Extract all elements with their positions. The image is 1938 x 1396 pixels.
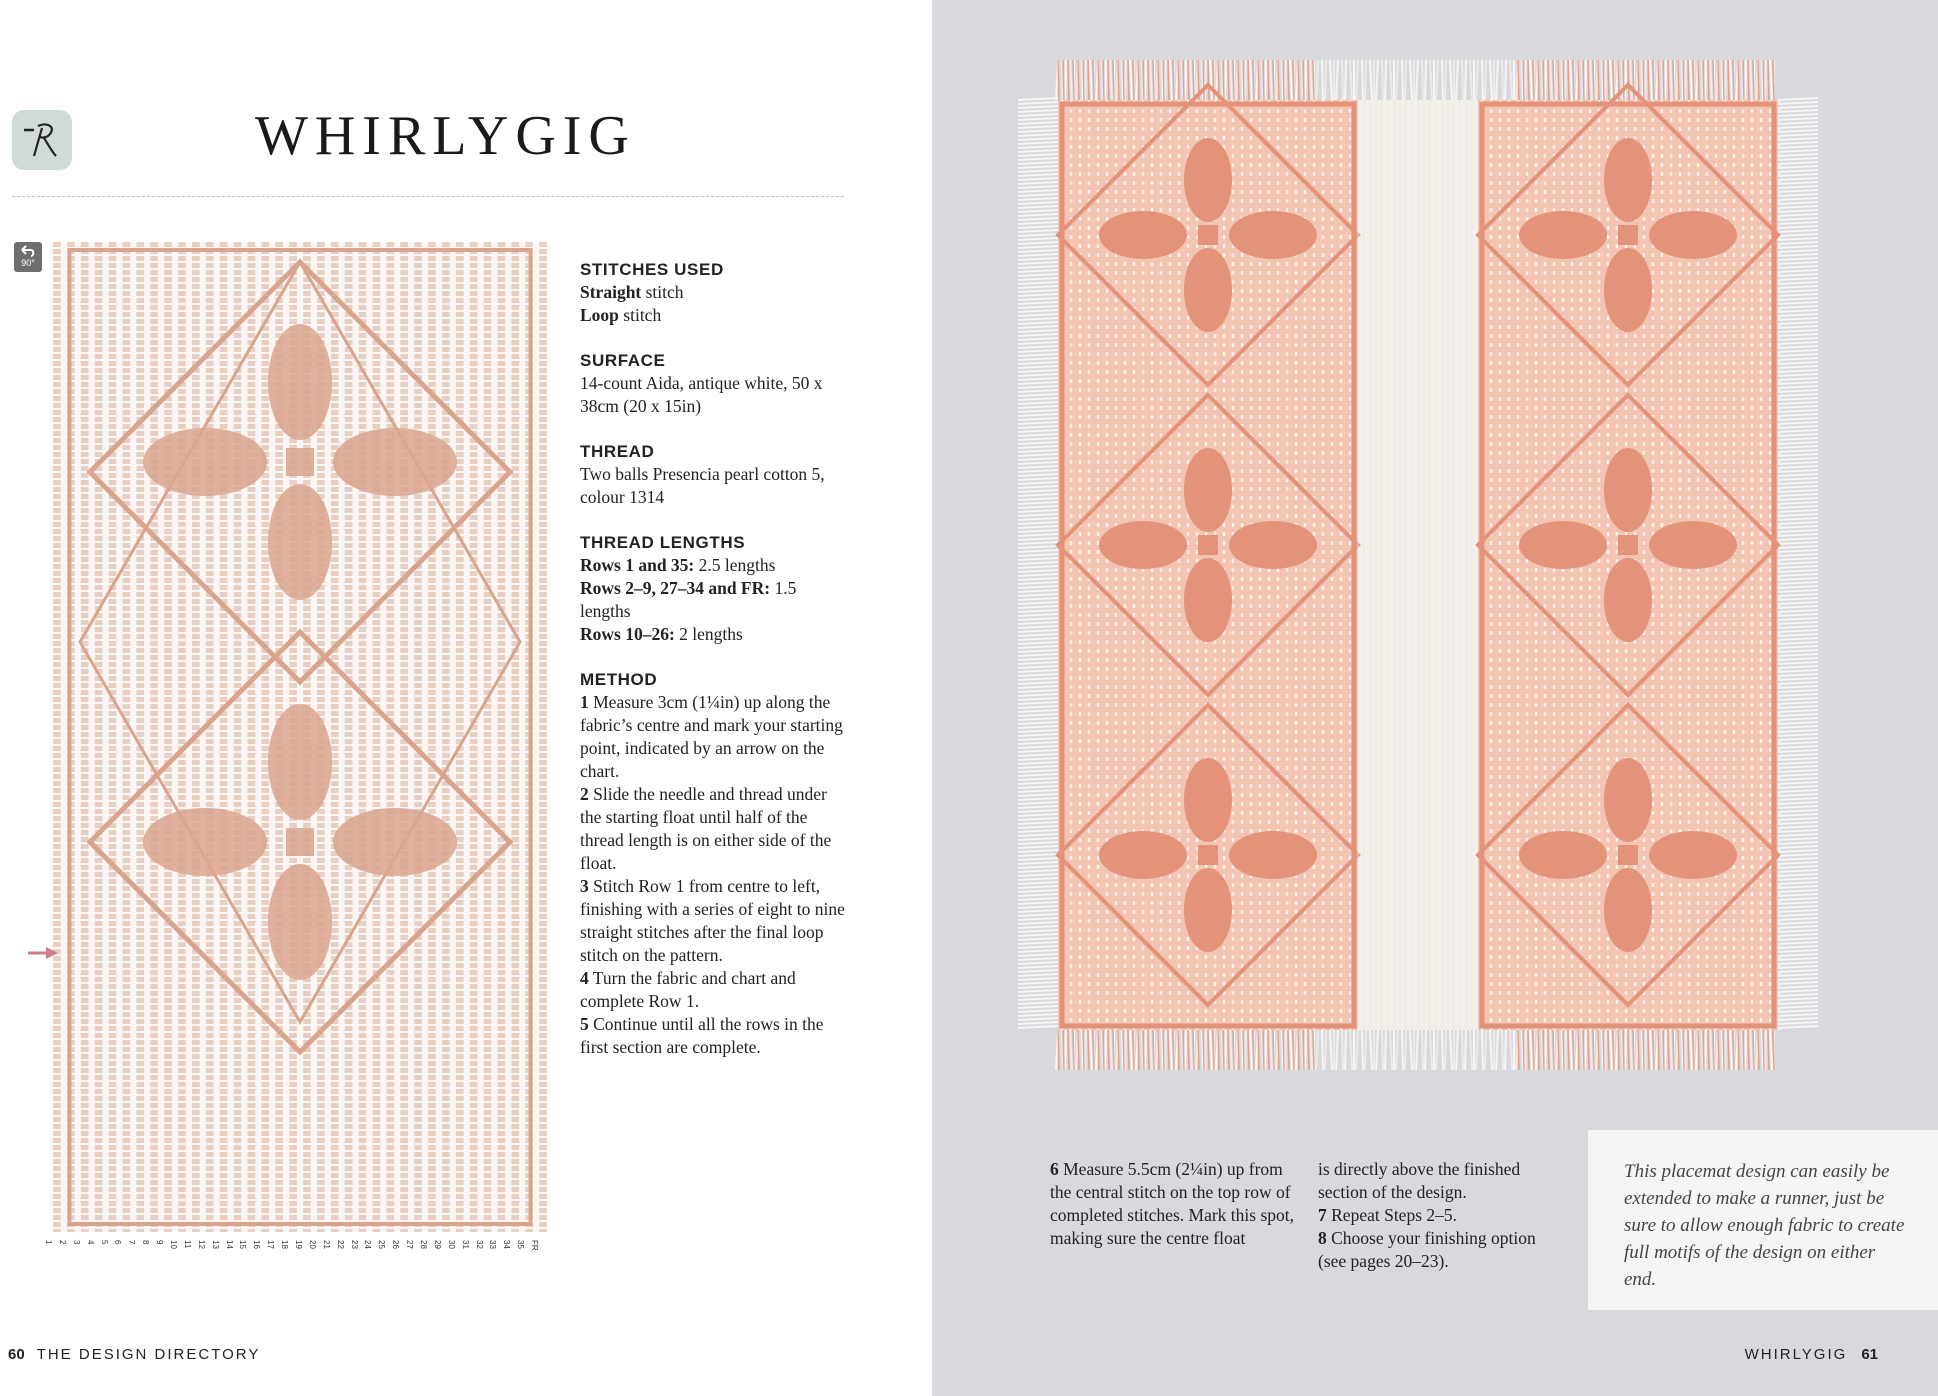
row-number-label: 29 [432, 1240, 442, 1249]
row-number-label: 4 [85, 1240, 95, 1245]
method-section [580, 668, 850, 1059]
technique-logo-icon [12, 110, 72, 170]
method-step: 1 Measure 3cm (1¼in) up along the fabric’s centre and mark your starting point, indicated by an arrow on the chart. [580, 692, 843, 781]
tip-box [1588, 1130, 1938, 1310]
row-number-label: 1 [43, 1240, 53, 1245]
row-number-label: 2 [57, 1240, 67, 1245]
row-number-label: 6 [113, 1240, 123, 1245]
stitches-section [580, 258, 850, 327]
footer-right [1745, 1346, 1878, 1363]
thread-lengths-heading: THREAD LENGTHS [580, 533, 746, 552]
row-number-label: 32 [474, 1240, 484, 1249]
row-number-label: 13 [210, 1240, 220, 1249]
surface-section [580, 349, 850, 418]
footer-section: THE DESIGN DIRECTORY [36, 1346, 261, 1363]
rotate-90-icon [14, 242, 42, 272]
thread-length-item: Rows 1 and 35: 2.5 lengths [580, 555, 776, 575]
method-step: 5 Continue until all the rows in the first section are complete. [580, 1014, 824, 1057]
page-number: 60 [8, 1346, 25, 1363]
row-number-label: 30 [446, 1240, 456, 1249]
row-number-label: 22 [335, 1240, 345, 1249]
method-continued-col2 [1318, 1158, 1568, 1273]
method-step: is directly above the finished section of the design. [1318, 1159, 1521, 1202]
stitch-item: Straight stitch [580, 282, 684, 302]
thread-section [580, 440, 850, 509]
row-number-label: 31 [460, 1240, 470, 1249]
thread-length-item: Rows 10–26: 2 lengths [580, 624, 743, 644]
method-step: 2 Slide the needle and thread under the starting float until half of the thread length is on either side of the float. [580, 784, 832, 873]
method-heading: METHOD [580, 670, 658, 689]
row-number-label: 3 [71, 1240, 81, 1245]
row-number-label: 21 [321, 1240, 331, 1249]
row-number-label: 18 [280, 1240, 290, 1249]
page-number: 61 [1861, 1346, 1878, 1363]
row-number-label: 35 [516, 1240, 526, 1249]
row-number-label: 7 [127, 1240, 137, 1245]
row-number-label: 5 [99, 1240, 109, 1245]
row-number-label: 15 [238, 1240, 248, 1249]
row-number-label: 9 [155, 1240, 165, 1245]
row-number-label: 16 [252, 1240, 262, 1249]
row-number-label: 20 [307, 1240, 317, 1249]
row-number-label: 11 [182, 1240, 192, 1249]
row-number-label: 27 [405, 1240, 415, 1249]
chart-row-numbers [43, 1232, 550, 1262]
row-number-label: 33 [488, 1240, 498, 1249]
footer-left [8, 1346, 260, 1363]
thread-heading: THREAD [580, 442, 655, 461]
row-number-label: 25 [377, 1240, 387, 1249]
row-number-label: 24 [363, 1240, 373, 1249]
thread-length-item: Rows 2–9, 27–34 and FR: 1.5 lengths [580, 578, 797, 621]
row-number-label: FR [530, 1240, 540, 1251]
surface-heading: SURFACE [580, 351, 666, 370]
method-step: 8 Choose your finishing option (see pages 20–23). [1318, 1228, 1536, 1271]
row-number-label: 19 [293, 1240, 303, 1249]
method-step: 7 Repeat Steps 2–5. [1318, 1205, 1458, 1225]
surface-text: 14-count Aida, antique white, 50 x 38cm (20 x 15in) [580, 373, 823, 416]
tip-text: This placemat design can easily be extended to make a runner, just be sure to allow enough fabric to create full motifs of the design on either end. [1624, 1161, 1905, 1290]
row-number-label: 12 [196, 1240, 206, 1249]
row-number-label: 28 [418, 1240, 428, 1249]
row-number-label: 34 [502, 1240, 512, 1249]
row-number-label: 26 [391, 1240, 401, 1249]
method-step: 3 Stitch Row 1 from centre to left, finishing with a series of eight to nine straight stitches after the final loop stitch on the pattern. [580, 876, 845, 965]
row-number-label: 23 [349, 1240, 359, 1249]
pattern-info [580, 258, 850, 1081]
thread-text: Two balls Presencia pearl cotton 5, colour 1314 [580, 464, 825, 507]
needle-r-icon [20, 118, 64, 162]
row-number-label: 8 [141, 1240, 151, 1245]
method-step: 6 Measure 5.5cm (2¼in) up from the central stitch on the top row of completed stitches. Mark this spot, making sure the centre float [1050, 1159, 1294, 1248]
row-number-label: 17 [266, 1240, 276, 1249]
row-number-label: 10 [168, 1240, 178, 1249]
title-divider [12, 196, 844, 197]
stitches-heading: STITCHES USED [580, 260, 724, 279]
thread-lengths-section [580, 531, 850, 646]
rotate-label: 90° [21, 258, 35, 268]
stitch-item: Loop stitch [580, 305, 662, 325]
page-title: WHIRLYGIG [255, 105, 636, 167]
start-arrow-icon [28, 945, 58, 961]
left-page [0, 0, 932, 1396]
placemat-photo [1018, 60, 1848, 1070]
row-number-label: 14 [224, 1240, 234, 1249]
stitch-chart [50, 242, 550, 1232]
method-step: 4 Turn the fabric and chart and complete Row 1. [580, 968, 796, 1011]
footer-section: WHIRLYGIG [1744, 1346, 1848, 1363]
method-continued-col1 [1050, 1158, 1300, 1250]
